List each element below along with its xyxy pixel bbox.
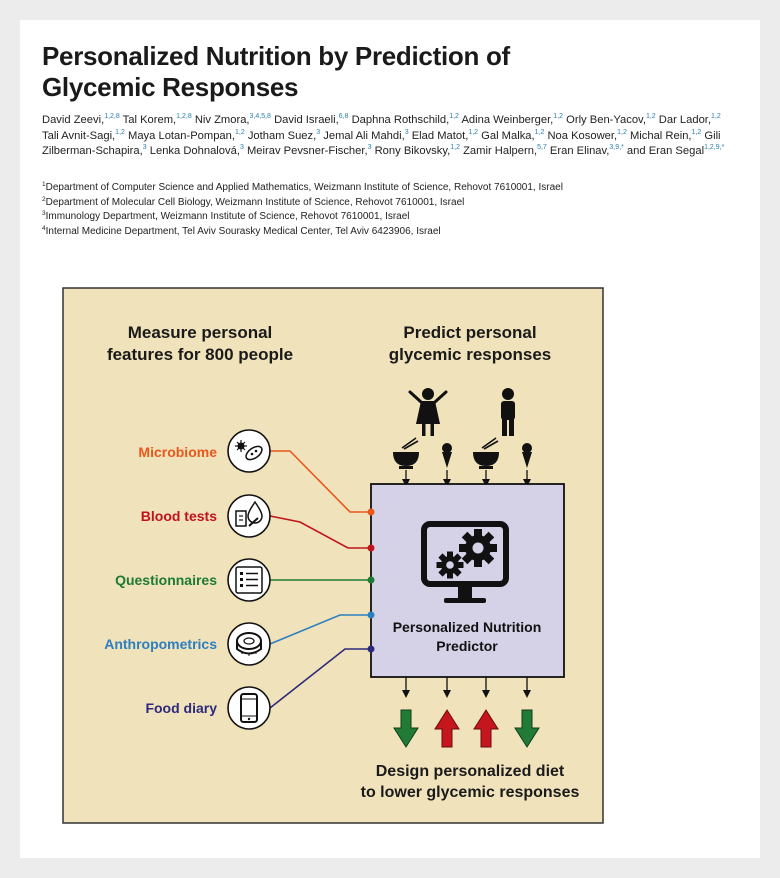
- author-affiliation-mark: 1,2: [645, 113, 656, 120]
- predictor-label-line-1: Personalized Nutrition: [392, 619, 542, 635]
- measuring-tape-icon: [228, 623, 270, 665]
- author-name: Daphna Rothschild,: [351, 114, 450, 126]
- right-heading-line-1: Predict personal: [403, 323, 537, 342]
- author-affiliation-mark: 3: [239, 144, 244, 151]
- author-name: Maya Lotan-Pompan,: [128, 129, 235, 142]
- author-name: Rony Bikovsky,: [374, 145, 451, 157]
- author-name: Meirav Pevsner-Fischer,: [246, 145, 368, 157]
- bottom-caption-line-1: Design personalized diet: [375, 763, 565, 780]
- author-affiliation-mark: 1,2: [691, 128, 702, 136]
- author-name: Lenka Dohnalová,: [149, 145, 240, 157]
- author-affiliation-mark: 3: [142, 144, 147, 151]
- author-name: Elad Matot,: [411, 129, 469, 142]
- article-title: Personalized Nutrition by Prediction of Glycemic Responses: [42, 41, 510, 102]
- author-affiliation-mark: 5,7: [537, 144, 547, 151]
- affiliation-number: 3: [42, 210, 46, 217]
- author-name: Zamir Halpern,: [463, 145, 538, 157]
- author-name: Tal Korem,: [122, 114, 177, 126]
- left-heading-line-1: Measure personal: [127, 323, 273, 342]
- feature-label-blood-tests: Blood tests: [140, 508, 217, 524]
- affiliation-text: Department of Computer Science and Applied Mathematics, Weizmann Institute of Science, Rehovot 7610001, Israel: [45, 182, 563, 193]
- author-affiliation-mark: 1,2: [115, 128, 125, 136]
- feature-label-microbiome: Microbiome: [138, 444, 217, 460]
- author-affiliation-mark: 1,2: [711, 113, 721, 120]
- author-affiliation-mark: 1,2: [553, 113, 564, 120]
- author-affiliation-mark: 1,2: [468, 128, 479, 136]
- author-affiliation-mark: 1,2: [450, 144, 460, 151]
- author-affiliation-mark: 1,2,8: [176, 113, 192, 120]
- feature-label-anthropometrics: Anthropometrics: [104, 636, 217, 652]
- author-name: Michal Rein,: [629, 129, 692, 142]
- author-affiliation-mark: 3: [404, 128, 409, 136]
- bottom-caption-line-2: to lower glycemic responses: [360, 784, 580, 801]
- author-name: Orly Ben-Yacov,: [566, 114, 646, 126]
- author-name: Gili Zilberman-Schapira,: [42, 129, 721, 157]
- affiliation-text: Department of Molecular Cell Biology, Weizmann Institute of Science, Rehovot 7610001, Israel: [45, 196, 465, 208]
- author-name: Gal Malka,: [481, 129, 535, 142]
- predictor-label-line-2: Predictor: [436, 638, 498, 654]
- author-affiliation-mark: 1,2: [234, 128, 245, 136]
- affiliation-number: 4: [42, 224, 46, 232]
- author-name: Jotham Suez,: [247, 129, 317, 142]
- affiliation-text: Internal Medicine Department, Tel Aviv Sourasky Medical Center, Tel Aviv 6423906, Israel: [45, 225, 441, 237]
- author-name: Noa Kosower,: [547, 129, 618, 142]
- author-name: Eran Elinav,: [549, 145, 610, 157]
- author-affiliation-mark: 3,9,*: [609, 144, 624, 151]
- left-heading-line-2: features for 800 people: [106, 345, 294, 364]
- author-affiliation-mark: 1,2,9,*: [704, 144, 725, 151]
- author-name: David Israeli,: [274, 114, 339, 126]
- author-affiliation-mark: 1,2,8: [104, 113, 120, 120]
- author-affiliation-mark: 3: [316, 128, 321, 136]
- affiliation-number: 1: [42, 181, 46, 188]
- microbe-icon: [228, 430, 270, 472]
- author-name: Tali Avnit-Sagi,: [42, 129, 116, 142]
- checklist-icon: [228, 559, 270, 601]
- author-name: and Eran Segal: [626, 145, 705, 157]
- author-name: Jemal Ali Mahdi,: [323, 129, 405, 142]
- author-name: Adina Weinberger,: [461, 114, 554, 126]
- feature-label-questionnaires: Questionnaires: [115, 572, 217, 588]
- author-affiliation-mark: 3: [367, 144, 372, 151]
- right-heading-line-2: glycemic responses: [388, 345, 552, 364]
- author-affiliation-mark: 3,4,5,8: [249, 113, 271, 120]
- affiliation-number: 2: [42, 195, 46, 203]
- author-affiliation-mark: 1,2: [534, 128, 545, 136]
- smartphone-icon: [228, 687, 270, 729]
- affiliation-text: Immunology Department, Weizmann Institute of Science, Rehovot 7610001, Israel: [45, 211, 410, 222]
- author-name: David Zeevi,: [42, 114, 105, 126]
- feature-label-food-diary: Food diary: [145, 700, 217, 716]
- author-affiliation-mark: 1,2: [617, 128, 627, 136]
- blood-test-icon: [228, 495, 270, 537]
- author-affiliation-mark: 1,2: [449, 113, 459, 120]
- author-name: Dar Lador,: [658, 114, 712, 126]
- author-affiliation-mark: 6,8: [338, 113, 349, 120]
- author-name: Niv Zmora,: [194, 114, 250, 126]
